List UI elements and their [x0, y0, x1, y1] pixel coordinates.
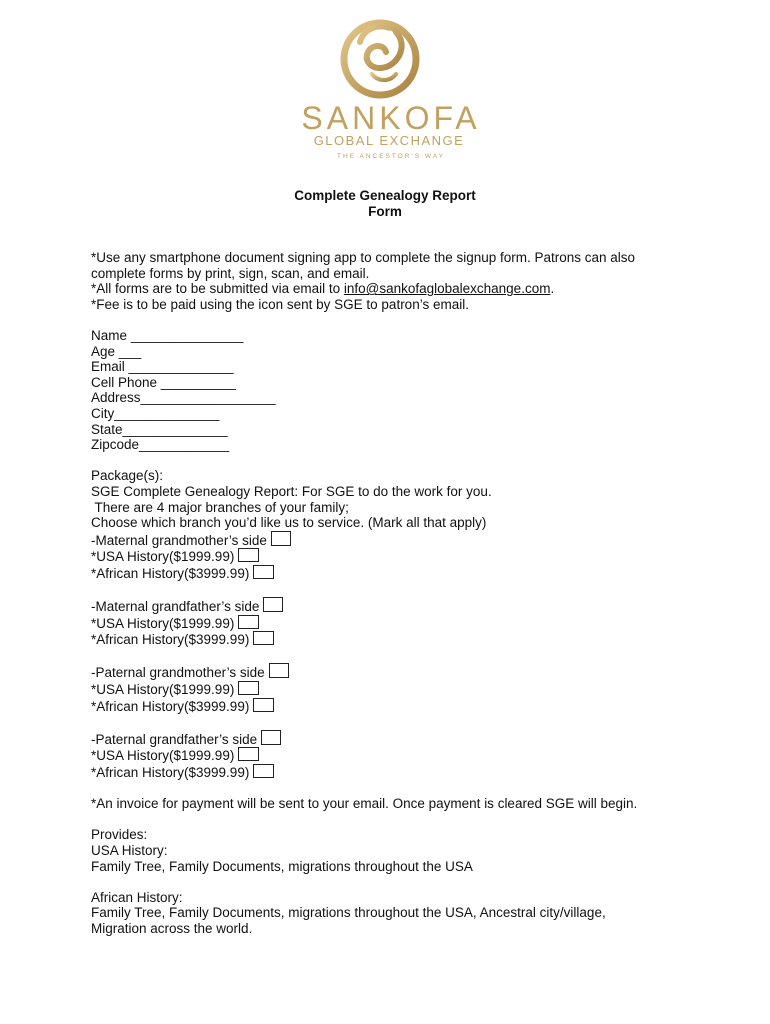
email-link[interactable]: info@sankofaglobalexchange.com: [343, 281, 551, 297]
african-history-checkbox[interactable]: [253, 764, 274, 778]
sankofa-bird-logo: [334, 12, 424, 102]
packages-desc-2: There are 4 major branches of your family;: [91, 499, 349, 515]
address-field[interactable]: Address__________________: [91, 390, 276, 406]
usa-history-label: *USA History($1999.99): [91, 549, 235, 565]
usa-history-checkbox[interactable]: [238, 615, 259, 629]
form-body: [91, 250, 731, 937]
maternal-grandmother-checkbox[interactable]: [271, 531, 291, 546]
intro-line-2: complete forms by print, sign, scan, and email.: [91, 265, 370, 281]
brand-subtitle: GLOBAL EXCHANGE: [313, 133, 465, 148]
usa-history-checkbox[interactable]: [238, 681, 259, 695]
form-title: Complete Genealogy Report: [294, 188, 476, 203]
invoice-note: *An invoice for payment will be sent to your email. Once payment is cleared SGE will begin.: [91, 796, 638, 812]
branch-label: [91, 531, 731, 549]
african-history-text-2: Migration across the world.: [91, 920, 253, 936]
branch-maternal-grandmother: -Maternal grandmother’s side: [91, 532, 267, 548]
usa-history-label: *USA History($1999.99): [91, 748, 235, 764]
provides-heading: Provides:: [91, 827, 148, 843]
state-field[interactable]: State______________: [91, 421, 228, 437]
usa-option: [91, 681, 731, 698]
usa-option: [91, 747, 731, 764]
african-history-label: *African History($3999.99): [91, 765, 250, 780]
african-history-label: *African History($3999.99): [91, 698, 250, 714]
email-field[interactable]: Email ______________: [91, 359, 234, 375]
intro-line-1: *Use any smartphone document signing app to complete the signup form. Patrons can also: [91, 250, 636, 265]
african-option: [91, 631, 731, 648]
form-title-line2: Form: [368, 204, 402, 219]
branch-label: [91, 730, 731, 748]
packages-desc-1: SGE Complete Genealogy Report: For SGE to do the work for you.: [91, 483, 492, 499]
african-history-heading: African History:: [91, 889, 183, 905]
usa-history-label: *USA History($1999.99): [91, 682, 235, 698]
branch-maternal-grandfather: -Maternal grandfather’s side: [91, 599, 260, 615]
branch-paternal-grandmother: -Paternal grandmother’s side: [91, 665, 265, 681]
african-history-checkbox[interactable]: [253, 631, 274, 645]
branch-paternal-grandfather: -Paternal grandfather’s side: [91, 731, 258, 747]
african-history-label: *African History($3999.99): [91, 565, 250, 581]
african-history-label: *African History($3999.99): [91, 632, 250, 648]
branch-label: [91, 597, 731, 615]
maternal-grandfather-checkbox[interactable]: [263, 597, 283, 612]
intro-line-4: *Fee is to be paid using the icon sent by SGE to patron’s email.: [91, 296, 469, 312]
branch-label: [91, 663, 731, 681]
african-history-checkbox[interactable]: [253, 698, 274, 712]
city-field[interactable]: City______________: [91, 405, 220, 421]
african-history-text-1: Family Tree, Family Documents, migrations throughout the USA, Ancestral city/village,: [91, 905, 606, 921]
zipcode-field[interactable]: Zipcode____________: [91, 437, 230, 453]
age-field[interactable]: Age ___: [91, 343, 142, 359]
african-option: [91, 565, 731, 582]
brand-tagline: THE ANCESTOR'S WAY: [337, 153, 445, 160]
paternal-grandfather-checkbox[interactable]: [261, 730, 281, 745]
african-option: [91, 764, 731, 781]
african-history-checkbox[interactable]: [253, 565, 274, 579]
usa-history-checkbox[interactable]: [238, 747, 259, 761]
usa-option: [91, 548, 731, 565]
usa-history-label: *USA History($1999.99): [91, 615, 235, 631]
packages-desc-3: Choose which branch you’d like us to service. (Mark all that apply): [91, 515, 487, 531]
usa-history-text: Family Tree, Family Documents, migrations throughout the USA: [91, 858, 473, 874]
cell-phone-field[interactable]: Cell Phone __________: [91, 374, 236, 390]
name-field[interactable]: Name _______________: [91, 327, 244, 343]
brand-name: SANKOFA: [301, 100, 481, 136]
usa-history-heading: USA History:: [91, 842, 168, 858]
intro-line-3-suffix: .: [550, 281, 555, 297]
intro-line-3: [91, 281, 731, 297]
african-option: [91, 698, 731, 715]
usa-option: [91, 615, 731, 632]
packages-heading: Package(s):: [91, 468, 164, 484]
intro-line-3-prefix: *All forms are to be submitted via email to: [91, 281, 344, 297]
usa-history-checkbox[interactable]: [238, 548, 259, 562]
paternal-grandmother-checkbox[interactable]: [269, 663, 289, 678]
